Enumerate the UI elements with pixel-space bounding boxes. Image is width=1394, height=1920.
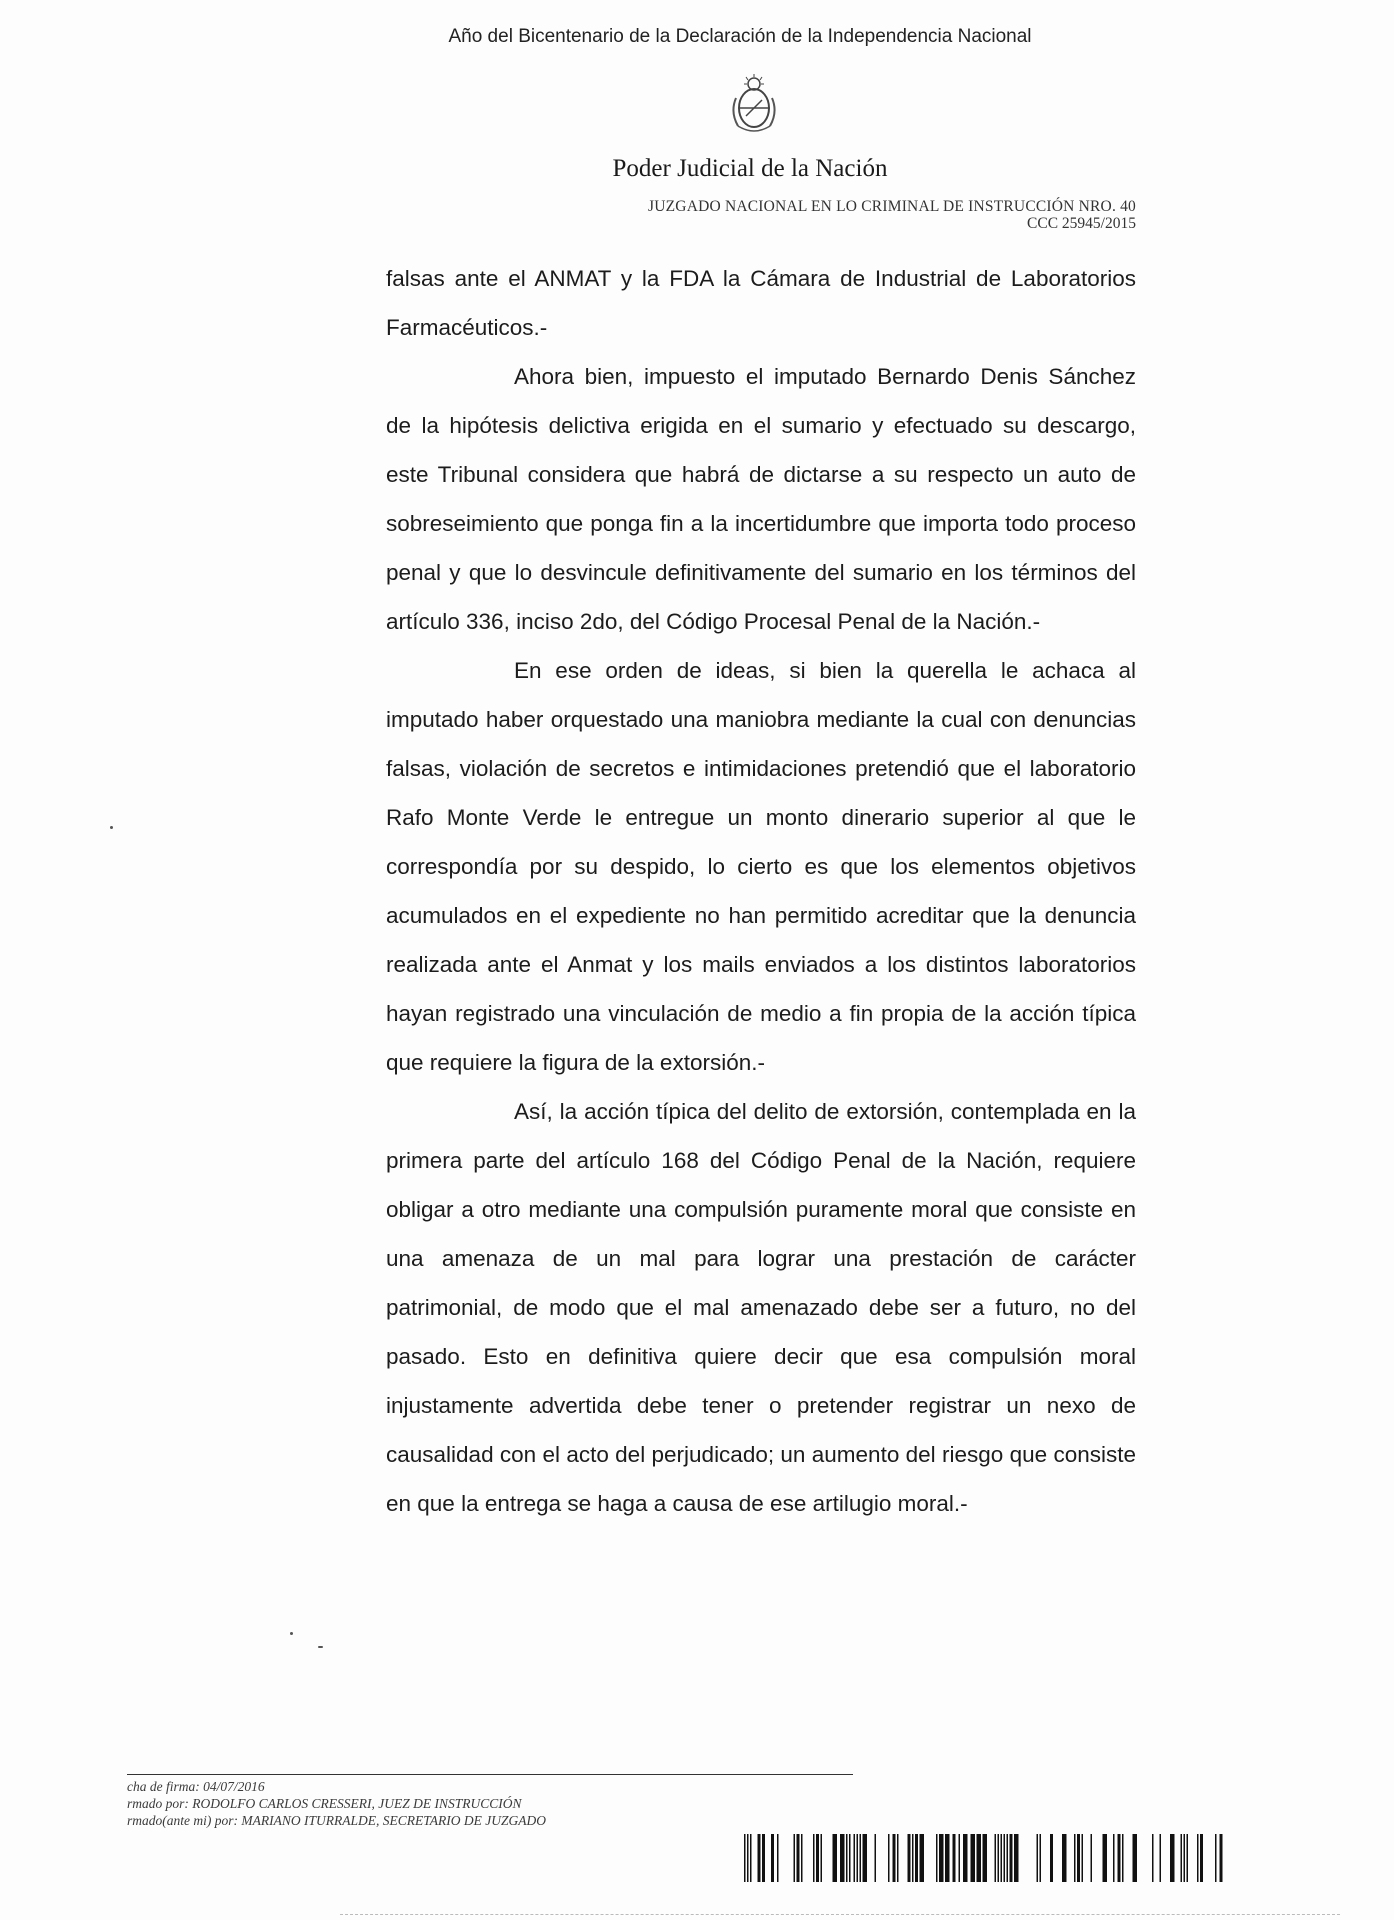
paragraph-extortion: Así, la acción típica del delito de extorsión, contemplada en la primera parte del artículo 168 del Código Penal de la Nación, requiere obligar a otro mediante una compulsión puramente moral que consiste en una amenaza de un mal para lograr una prestación de carácter patrimonial, de modo que el mal amenazado debe ser a futuro, no del pasado. Esto en definitiva quiere decir que esa compulsión moral injustamente advertida debe tener o pretender registrar un nexo de causalidad con el acto del perjudicado; un aumento del riesgo que consiste en que la entrega se haga a causa de ese artilugio moral.- [386, 1099, 1136, 1516]
signature-secretary: rmado(ante mi) por: MARIANO ITURRALDE, SECRETARIO DE JUZGADO [127, 1813, 546, 1828]
scan-edge-line [340, 1914, 1340, 1915]
court-name: JUZGADO NACIONAL EN LO CRIMINAL DE INSTRUCCIÓN NRO. 40 [648, 198, 1136, 215]
paragraph-continuation: falsas ante el ANMAT y la FDA la Cámara de Industrial de Laboratorios Farmacéuticos.- [386, 266, 1136, 340]
signature-block [127, 1778, 767, 1829]
document-body [386, 254, 1136, 1528]
institution-name: Poder Judicial de la Nación [612, 155, 888, 182]
scan-speck [318, 1646, 323, 1648]
signature-divider [127, 1774, 853, 1775]
paragraph-allegation: En ese orden de ideas, si bien la querella le achaca al imputado haber orquestado una maniobra mediante la cual con denuncias falsas, violación de secretos e intimidaciones pretendió que el laboratorio Rafo Monte Verde le entregue un monto dinerario superior al que le correspondía por su despido, lo cierto es que los elementos objetivos acumulados en el expediente no han permitido acreditar que la denuncia realizada ante el Anmat y los mails enviados a los distintos laboratorios hayan registrado una vinculación de medio a fin propia de la acción típica que requiere la figura de la extorsión.- [386, 658, 1136, 1075]
case-number: CCC 25945/2015 [1027, 215, 1136, 232]
barcode-icon [744, 1834, 1226, 1882]
coat-of-arms-icon [726, 72, 782, 138]
signature-date: cha de firma: 04/07/2016 [127, 1779, 265, 1794]
signature-judge: rmado por: RODOLFO CARLOS CRESSERI, JUEZ DE INSTRUCCIÓN [127, 1796, 522, 1811]
scan-speck [110, 826, 113, 829]
paragraph-dismissal: Ahora bien, impuesto el imputado Bernardo Denis Sánchez de la hipótesis delictiva erigida en el sumario y efectuado su descargo, este Tribunal considera que habrá de dictarse a su respecto un auto de sobreseimiento que ponga fin a la incertidumbre que importa todo proceso penal y que lo desvincule definitivamente del sumario en los términos del artículo 336, inciso 2do, del Código Procesal Penal de la Nación.- [386, 364, 1136, 634]
scan-speck [290, 1632, 293, 1635]
commemorative-year-line: Año del Bicentenario de la Declaración de la Independencia Nacional [448, 26, 1032, 47]
